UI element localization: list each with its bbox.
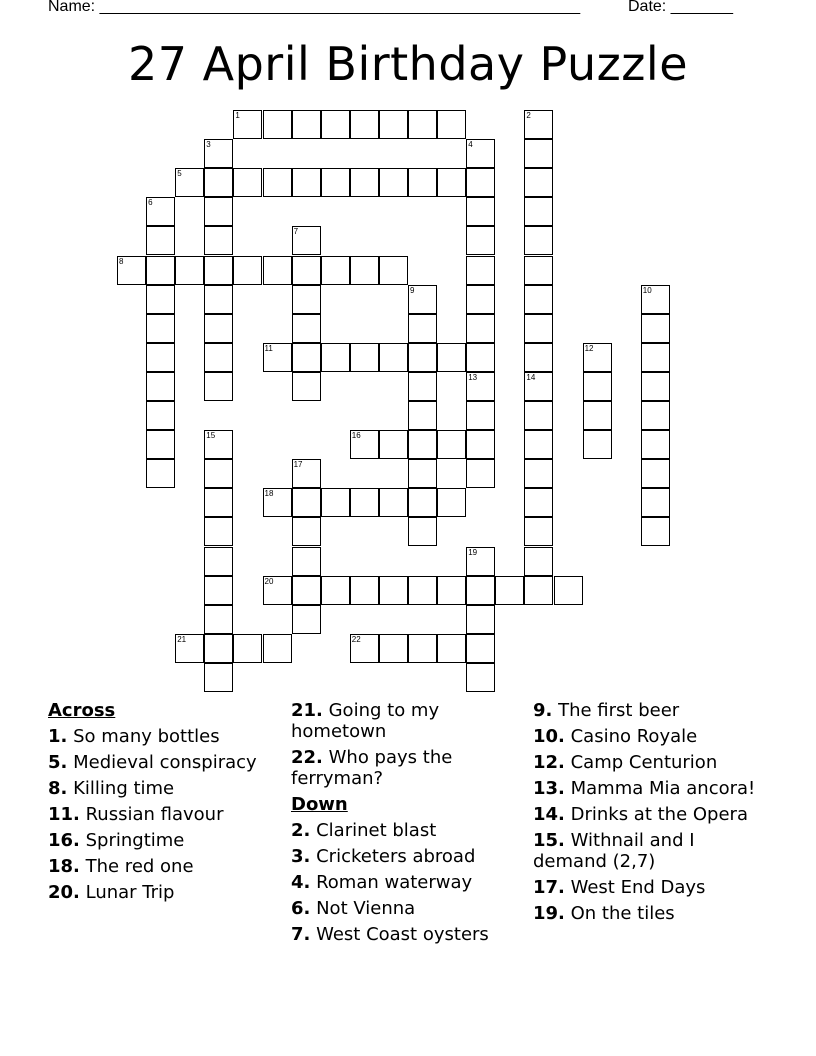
down-heading: Down (291, 794, 348, 815)
grid-cell[interactable] (175, 634, 204, 663)
grid-cell[interactable] (263, 168, 292, 197)
grid-cell[interactable] (524, 488, 553, 517)
grid-cell[interactable] (204, 430, 233, 459)
grid-cell[interactable] (583, 430, 612, 459)
clue-number: 4. (291, 872, 311, 893)
grid-cell[interactable] (437, 168, 466, 197)
grid-cell[interactable] (233, 110, 262, 139)
grid-cell[interactable] (204, 576, 233, 605)
grid-cell[interactable] (263, 343, 292, 372)
grid-cell[interactable] (524, 110, 553, 139)
grid-cell[interactable] (146, 197, 175, 226)
grid-cell[interactable] (466, 197, 495, 226)
clue-item (48, 726, 298, 747)
grid-cell[interactable] (379, 343, 408, 372)
grid-cell[interactable] (641, 285, 670, 314)
cell-number: 18 (264, 489, 274, 499)
clue-number: 18. (48, 856, 80, 877)
grid-cell[interactable] (292, 256, 321, 285)
grid-cell[interactable] (379, 168, 408, 197)
cell-number: 13 (468, 372, 478, 382)
clue-text: Not Vienna (310, 898, 416, 919)
grid-cell[interactable] (146, 314, 175, 343)
grid-cell[interactable] (408, 168, 437, 197)
clue-number: 6. (291, 898, 311, 919)
grid-cell[interactable] (466, 576, 495, 605)
clue-item (48, 804, 298, 825)
cell-number: 16 (351, 431, 361, 441)
clue-item (48, 856, 298, 877)
clue-number: 13. (533, 778, 565, 799)
grid-cell[interactable] (350, 576, 379, 605)
clue-number: 7. (291, 924, 311, 945)
grid-cell[interactable] (117, 256, 146, 285)
clue-number: 19. (533, 903, 565, 924)
grid-cell[interactable] (292, 168, 321, 197)
grid-cell[interactable] (321, 343, 350, 372)
clue-text: Who pays the ferryman? (291, 747, 453, 789)
clue-number: 22. (291, 747, 323, 768)
clue-item (48, 752, 298, 773)
grid-cell[interactable] (408, 634, 437, 663)
grid-cell[interactable] (641, 314, 670, 343)
clue-item (533, 877, 773, 898)
clue-text: Withnail and I demand (2,7) (533, 830, 695, 872)
clue-item (291, 820, 526, 841)
clue-number: 14. (533, 804, 565, 825)
grid-cell[interactable] (292, 110, 321, 139)
grid-cell[interactable] (292, 517, 321, 546)
grid-cell[interactable] (408, 285, 437, 314)
grid-cell[interactable] (466, 372, 495, 401)
grid-cell[interactable] (204, 547, 233, 576)
clue-item (533, 903, 773, 924)
grid-cell[interactable] (466, 168, 495, 197)
grid-cell[interactable] (350, 168, 379, 197)
cell-number: 21 (177, 634, 187, 644)
grid-cell[interactable] (437, 110, 466, 139)
cell-number: 17 (293, 460, 303, 470)
clue-number: 5. (48, 752, 68, 773)
clue-number: 21. (291, 700, 323, 721)
grid-cell[interactable] (350, 430, 379, 459)
grid-cell[interactable] (408, 459, 437, 488)
clue-text: Mamma Mia ancora! (564, 778, 756, 799)
grid-cell[interactable] (524, 168, 553, 197)
cell-number: 2 (526, 111, 531, 120)
grid-cell[interactable] (204, 226, 233, 255)
grid-cell[interactable] (379, 576, 408, 605)
grid-cell[interactable] (204, 343, 233, 372)
cell-number: 5 (177, 169, 182, 179)
cell-number: 4 (468, 140, 473, 150)
clue-text: Drinks at the Opera (564, 804, 748, 825)
grid-cell[interactable] (292, 285, 321, 314)
grid-cell[interactable] (524, 576, 553, 605)
cell-number: 11 (264, 343, 273, 353)
grid-cell[interactable] (204, 372, 233, 401)
grid-cell[interactable] (175, 256, 204, 285)
clue-item (533, 700, 773, 721)
grid-cell[interactable] (263, 488, 292, 517)
grid-cell[interactable] (204, 168, 233, 197)
grid-cell[interactable] (350, 634, 379, 663)
grid-cell[interactable] (524, 226, 553, 255)
grid-cell[interactable] (408, 517, 437, 546)
grid-cell[interactable] (263, 110, 292, 139)
clue-item (533, 726, 773, 747)
clue-text: Camp Centurion (564, 752, 718, 773)
grid-cell[interactable] (350, 110, 379, 139)
grid-cell[interactable] (408, 401, 437, 430)
grid-cell[interactable] (437, 430, 466, 459)
clue-number: 11. (48, 804, 80, 825)
clue-item (291, 747, 526, 789)
grid-cell[interactable] (204, 605, 233, 634)
clue-item (291, 872, 526, 893)
clue-number: 3. (291, 846, 311, 867)
grid-cell[interactable] (204, 285, 233, 314)
grid-cell[interactable] (292, 488, 321, 517)
grid-cell[interactable] (204, 459, 233, 488)
cell-number: 9 (410, 285, 415, 295)
grid-cell[interactable] (466, 314, 495, 343)
clues-column-3 (533, 700, 773, 929)
cell-number: 10 (642, 285, 652, 295)
clue-text: Cricketers abroad (310, 846, 476, 867)
grid-cell[interactable] (146, 459, 175, 488)
cell-number: 8 (119, 256, 124, 266)
grid-cell[interactable] (233, 168, 262, 197)
grid-cell[interactable] (292, 372, 321, 401)
name-field-label[interactable]: Name: ______________________________________________________ (48, 0, 581, 15)
grid-cell[interactable] (379, 256, 408, 285)
grid-cell[interactable] (524, 139, 553, 168)
clue-text: Going to my hometown (291, 700, 440, 742)
grid-cell[interactable] (146, 401, 175, 430)
grid-cell[interactable] (641, 517, 670, 546)
clue-item (291, 924, 526, 945)
grid-cell[interactable] (292, 576, 321, 605)
grid-cell[interactable] (204, 314, 233, 343)
grid-cell[interactable] (583, 343, 612, 372)
grid-cell[interactable] (466, 634, 495, 663)
clue-item (291, 898, 526, 919)
grid-cell[interactable] (204, 488, 233, 517)
grid-cell[interactable] (437, 634, 466, 663)
grid-cell[interactable] (408, 372, 437, 401)
clue-number: 12. (533, 752, 565, 773)
grid-cell[interactable] (554, 576, 583, 605)
grid-cell[interactable] (641, 488, 670, 517)
grid-cell[interactable] (146, 226, 175, 255)
clue-text: So many bottles (67, 726, 220, 747)
date-field-label[interactable]: Date: _______ (628, 0, 733, 15)
grid-cell[interactable] (641, 430, 670, 459)
grid-cell[interactable] (292, 547, 321, 576)
grid-cell[interactable] (263, 256, 292, 285)
clue-item (533, 752, 773, 773)
grid-cell[interactable] (524, 547, 553, 576)
grid-cell[interactable] (524, 459, 553, 488)
grid-cell[interactable] (524, 517, 553, 546)
clue-item (533, 778, 773, 799)
clue-number: 15. (533, 830, 565, 851)
clue-text: Casino Royale (564, 726, 698, 747)
grid-cell[interactable] (466, 547, 495, 576)
clue-item (48, 882, 298, 903)
clue-item (48, 778, 298, 799)
grid-cell[interactable] (583, 401, 612, 430)
grid-cell[interactable] (466, 256, 495, 285)
grid-cell[interactable] (263, 634, 292, 663)
cell-number: 7 (293, 227, 299, 237)
grid-cell[interactable] (495, 576, 524, 605)
cell-number: 12 (584, 343, 594, 353)
clue-number: 16. (48, 830, 80, 851)
across-heading: Across (48, 700, 116, 721)
grid-cell[interactable] (524, 343, 553, 372)
grid-cell[interactable] (204, 139, 233, 168)
cell-number: 20 (264, 576, 274, 586)
clue-item (533, 804, 773, 825)
grid-cell[interactable] (321, 110, 350, 139)
clue-text: The red one (79, 856, 194, 877)
grid-cell[interactable] (292, 459, 321, 488)
clue-number: 1. (48, 726, 68, 747)
grid-cell[interactable] (321, 488, 350, 517)
clue-text: Killing time (67, 778, 175, 799)
grid-cell[interactable] (292, 314, 321, 343)
grid-cell[interactable] (524, 197, 553, 226)
clue-text: Clarinet blast (310, 820, 437, 841)
grid-cell[interactable] (292, 343, 321, 372)
clue-number: 9. (533, 700, 553, 721)
grid-cell[interactable] (233, 256, 262, 285)
grid-cell[interactable] (408, 430, 437, 459)
clue-text: Springtime (79, 830, 185, 851)
grid-cell[interactable] (175, 168, 204, 197)
grid-cell[interactable] (292, 226, 321, 255)
page-title: 27 April Birthday Puzzle (127, 37, 689, 91)
grid-cell[interactable] (321, 168, 350, 197)
grid-cell[interactable] (641, 372, 670, 401)
grid-cell[interactable] (466, 663, 495, 692)
clue-text: Roman waterway (310, 872, 473, 893)
grid-cell[interactable] (408, 488, 437, 517)
cell-number: 15 (206, 431, 216, 441)
grid-cell[interactable] (379, 634, 408, 663)
grid-cell[interactable] (641, 459, 670, 488)
grid-cell[interactable] (321, 576, 350, 605)
grid-cell[interactable] (466, 459, 495, 488)
clue-item (291, 700, 526, 742)
clue-text: On the tiles (564, 903, 675, 924)
grid-cell[interactable] (379, 488, 408, 517)
clue-number: 17. (533, 877, 565, 898)
clue-text: The first beer (552, 700, 680, 721)
clue-number: 2. (291, 820, 311, 841)
grid-cell[interactable] (379, 110, 408, 139)
clue-item (48, 830, 298, 851)
cell-number: 1 (235, 111, 240, 120)
grid-cell[interactable] (466, 605, 495, 634)
grid-cell[interactable] (146, 256, 175, 285)
grid-cell[interactable] (583, 372, 612, 401)
clue-text: Lunar Trip (79, 882, 175, 903)
grid-cell[interactable] (524, 430, 553, 459)
grid-cell[interactable] (466, 401, 495, 430)
grid-cell[interactable] (437, 343, 466, 372)
grid-cell[interactable] (204, 197, 233, 226)
clue-text: Medieval conspiracy (67, 752, 257, 773)
clue-number: 20. (48, 882, 80, 903)
grid-cell[interactable] (292, 605, 321, 634)
grid-cell[interactable] (466, 343, 495, 372)
grid-cell[interactable] (524, 401, 553, 430)
grid-cell[interactable] (408, 110, 437, 139)
cell-number: 6 (148, 198, 153, 208)
grid-cell[interactable] (204, 663, 233, 692)
grid-cell[interactable] (524, 285, 553, 314)
grid-cell[interactable] (641, 343, 670, 372)
grid-cell[interactable] (146, 285, 175, 314)
cell-number: 14 (526, 372, 536, 382)
clue-number: 10. (533, 726, 565, 747)
grid-cell[interactable] (146, 372, 175, 401)
grid-cell[interactable] (204, 517, 233, 546)
grid-cell[interactable] (379, 430, 408, 459)
grid-cell[interactable] (350, 488, 379, 517)
grid-cell[interactable] (408, 314, 437, 343)
grid-cell[interactable] (466, 139, 495, 168)
grid-cell[interactable] (204, 634, 233, 663)
grid-cell[interactable] (524, 314, 553, 343)
grid-cell[interactable] (408, 343, 437, 372)
clue-text: West End Days (564, 877, 706, 898)
grid-cell[interactable] (204, 256, 233, 285)
clue-number: 8. (48, 778, 68, 799)
grid-cell[interactable] (466, 285, 495, 314)
clues-column-2 (291, 700, 526, 950)
cell-number: 19 (468, 547, 478, 557)
clue-text: Russian flavour (79, 804, 224, 825)
grid-cell[interactable] (437, 488, 466, 517)
cell-number: 22 (351, 634, 361, 644)
grid-cell[interactable] (437, 576, 466, 605)
clue-item (533, 830, 773, 872)
grid-cell[interactable] (263, 576, 292, 605)
grid-cell[interactable] (233, 634, 262, 663)
grid-cell[interactable] (408, 576, 437, 605)
grid-cell[interactable] (321, 256, 350, 285)
clues-column-1 (48, 700, 298, 908)
grid-cell[interactable] (350, 343, 379, 372)
grid-cell[interactable] (524, 372, 553, 401)
grid-cell[interactable] (466, 226, 495, 255)
clue-text: West Coast oysters (310, 924, 489, 945)
grid-cell[interactable] (350, 256, 379, 285)
grid-cell[interactable] (146, 430, 175, 459)
grid-cell[interactable] (466, 430, 495, 459)
clue-item (291, 846, 526, 867)
cell-number: 3 (206, 140, 211, 150)
grid-cell[interactable] (146, 343, 175, 372)
grid-cell[interactable] (641, 401, 670, 430)
grid-cell[interactable] (524, 256, 553, 285)
